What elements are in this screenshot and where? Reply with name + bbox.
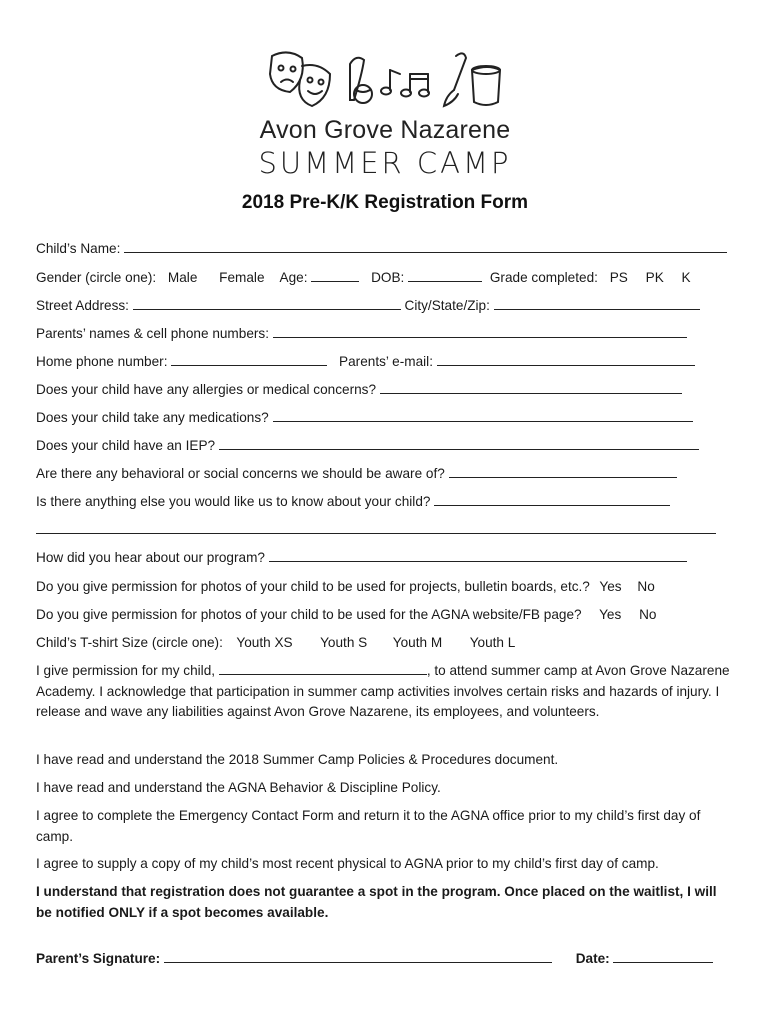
iep-field[interactable] xyxy=(219,436,699,450)
medications-label: Does your child take any medications? xyxy=(36,410,269,425)
dob-field[interactable] xyxy=(408,268,482,282)
parents-label: Parents’ names & cell phone numbers: xyxy=(36,326,269,341)
iep-label: Does your child have an IEP? xyxy=(36,438,216,453)
photo-web-row xyxy=(36,605,736,625)
childs-name-row xyxy=(36,239,736,259)
home-phone-field[interactable] xyxy=(171,352,327,366)
permission-text-end: , to attend summer camp at Avon Grove Nazarene Academy. I acknowledge that participation in summer camp activities involves certain risks and hazards of injury. I release and wave any liabilities against Avon Grove Nazarene, its employees, and volunteers. xyxy=(36,663,730,719)
grade-pk-option[interactable]: PK xyxy=(645,270,664,285)
address-row xyxy=(36,296,736,316)
grade-k-option[interactable]: K xyxy=(681,270,691,285)
anything-else-row xyxy=(36,492,736,512)
parent-signature-label: Parent’s Signature: xyxy=(36,951,161,966)
medications-field[interactable] xyxy=(273,408,693,422)
allergies-row xyxy=(36,380,736,400)
anything-else-field[interactable] xyxy=(434,492,670,506)
home-phone-label: Home phone number: xyxy=(36,354,168,369)
photo-projects-yes[interactable]: Yes xyxy=(599,579,622,594)
tshirt-m-option[interactable]: Youth M xyxy=(392,635,443,650)
parent-signature-field[interactable] xyxy=(164,949,552,963)
photo-web-yes[interactable]: Yes xyxy=(599,607,622,622)
hear-about-label: How did you hear about our program? xyxy=(36,550,265,565)
email-field[interactable] xyxy=(437,352,695,366)
photo-projects-label: Do you give permission for photos of your child to be used for projects, bulletin boards, etc.? xyxy=(36,579,590,594)
gender-female-option[interactable]: Female xyxy=(219,270,265,285)
phone-email-row xyxy=(36,352,736,372)
tshirt-xs-option[interactable]: Youth XS xyxy=(236,635,293,650)
behavior-policy-statement: I have read and understand the AGNA Behavior & Discipline Policy. xyxy=(36,780,441,795)
childs-name-label: Child’s Name: xyxy=(36,241,121,256)
parents-field[interactable] xyxy=(273,324,687,338)
allergies-field[interactable] xyxy=(380,380,682,394)
date-field[interactable] xyxy=(613,949,713,963)
hear-about-field[interactable] xyxy=(269,548,687,562)
behavioral-row xyxy=(36,464,736,484)
camp-name: SUMMER CAMP xyxy=(258,146,512,180)
allergies-label: Does your child have any allergies or medical concerns? xyxy=(36,382,377,397)
tshirt-row xyxy=(36,633,736,653)
emergency-contact-statement: I agree to complete the Emergency Contact Form and return it to the AGNA office prior to my child’s first day of camp. xyxy=(36,808,701,844)
photo-web-label: Do you give permission for photos of your child to be used for the AGNA website/FB page? xyxy=(36,607,582,622)
behavioral-field[interactable] xyxy=(449,464,677,478)
street-field[interactable] xyxy=(133,296,401,310)
gender-row xyxy=(36,268,736,288)
email-label: Parents’ e-mail: xyxy=(339,354,433,369)
photo-projects-row xyxy=(36,577,736,597)
tshirt-l-option[interactable]: Youth L xyxy=(469,635,516,650)
gender-male-option[interactable]: Male xyxy=(167,270,198,285)
waitlist-notice: I understand that registration does not guarantee a spot in the program. Once placed on the waitlist, I will be notified ONLY if a spot becomes available. xyxy=(36,884,717,920)
anything-else-row-2 xyxy=(36,520,736,540)
org-name: Avon Grove Nazarene xyxy=(259,116,511,144)
camp-logo-drawing xyxy=(250,44,520,114)
policies-statement: I have read and understand the 2018 Summer Camp Policies & Procedures document. xyxy=(36,752,559,767)
anything-else-label: Is there anything else you would like us to know about your child? xyxy=(36,494,431,509)
iep-row xyxy=(36,436,736,456)
grade-label: Grade completed: xyxy=(489,270,598,285)
age-field[interactable] xyxy=(311,268,359,282)
tshirt-label: Child’s T-shirt Size (circle one): xyxy=(36,635,223,650)
camp-logo xyxy=(240,44,530,194)
age-label: Age: xyxy=(279,270,308,285)
behavioral-label: Are there any behavioral or social concerns we should be aware of? xyxy=(36,466,445,481)
signature-row xyxy=(36,949,736,969)
hear-about-row xyxy=(36,548,736,568)
tshirt-s-option[interactable]: Youth S xyxy=(320,635,368,650)
permission-child-name-field[interactable] xyxy=(219,661,427,675)
dob-label: DOB: xyxy=(371,270,405,285)
date-label: Date: xyxy=(575,951,610,966)
anything-else-field-2[interactable] xyxy=(36,520,716,534)
permission-text-start: I give permission for my child, xyxy=(36,663,216,678)
photo-projects-no[interactable]: No xyxy=(637,579,655,594)
photo-web-no[interactable]: No xyxy=(639,607,657,622)
form-title: 2018 Pre-K/K Registration Form xyxy=(241,192,529,213)
physical-statement: I agree to supply a copy of my child’s most recent physical to AGNA prior to my child’s first day of camp. xyxy=(36,856,659,871)
street-label: Street Address: xyxy=(36,298,129,313)
city-label: City/State/Zip: xyxy=(404,298,490,313)
parents-row xyxy=(36,324,736,344)
grade-ps-option[interactable]: PS xyxy=(609,270,628,285)
permission-paragraph xyxy=(36,661,736,723)
city-field[interactable] xyxy=(494,296,700,310)
medications-row xyxy=(36,408,736,428)
childs-name-field[interactable] xyxy=(124,239,727,253)
gender-label: Gender (circle one): xyxy=(36,270,157,285)
